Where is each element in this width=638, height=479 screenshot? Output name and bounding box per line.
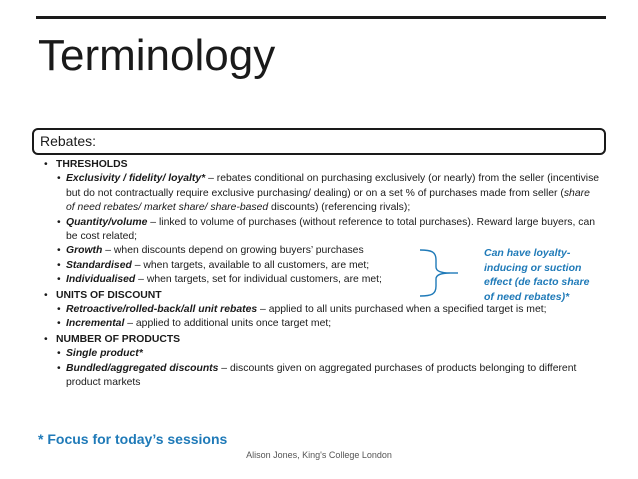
top-rule (36, 16, 606, 19)
term: Growth (66, 245, 103, 257)
curly-brace-icon (418, 248, 458, 298)
term: Quantity/volume (66, 216, 148, 228)
definition: – when targets, available to all customers, are met; (131, 259, 370, 271)
list-item (36, 317, 601, 331)
emphasis: share of need rebates/ market share/ share-based (66, 187, 590, 214)
term: Incremental (66, 318, 125, 330)
definition: – when targets, set for individual customers, are met; (135, 274, 382, 286)
term: Retroactive/rolled-back/all unit rebates (66, 304, 258, 316)
definition: – rebates conditional on purchasing exclusively (or nearly) from the seller (incentivise but do not contractually require exclusive purchasing/ dealing) or on a set % of purchases made from seller ( (66, 173, 600, 199)
section-label: Rebates: (40, 133, 97, 149)
list-item (36, 347, 601, 361)
slide-title: Terminology (38, 31, 276, 80)
term: Individualised (66, 274, 136, 286)
units-heading: • UNITS OF DISCOUNT (36, 289, 601, 303)
thresholds-heading: • THRESHOLDS (36, 158, 601, 172)
footer-credit: Alison Jones, King's College London (246, 450, 392, 460)
definition: – applied to all units purchased when a specified target is met; (257, 304, 547, 316)
focus-note: * Focus for today’s sessions (38, 431, 228, 447)
definition: – discounts given on aggregated purchases of products belonging to different product markets (66, 362, 577, 389)
list-item (36, 172, 601, 215)
term: Exclusivity / fidelity/ loyalty* (66, 173, 206, 185)
definition: – linked to volume of purchases (without reference to total purchases). Reward large buyers, can be cost related; (66, 216, 596, 243)
definition: – when discounts depend on growing buyers’ purchases (102, 245, 364, 257)
list-item (36, 216, 601, 245)
list-item (36, 362, 601, 391)
section-label-box (32, 128, 606, 155)
products-heading: • NUMBER OF PRODUCTS (36, 333, 601, 347)
term: Bundled/aggregated discounts (66, 362, 219, 374)
definition: – applied to additional units once target met; (124, 318, 332, 330)
list-item (36, 303, 601, 317)
term: Single product* (66, 348, 143, 360)
side-note: Can have loyalty-inducing or suction effect (de facto share of need rebates)* (484, 247, 590, 303)
definition-end: discounts) (referencing rivals); (268, 202, 411, 214)
term: Standardised (66, 259, 132, 271)
